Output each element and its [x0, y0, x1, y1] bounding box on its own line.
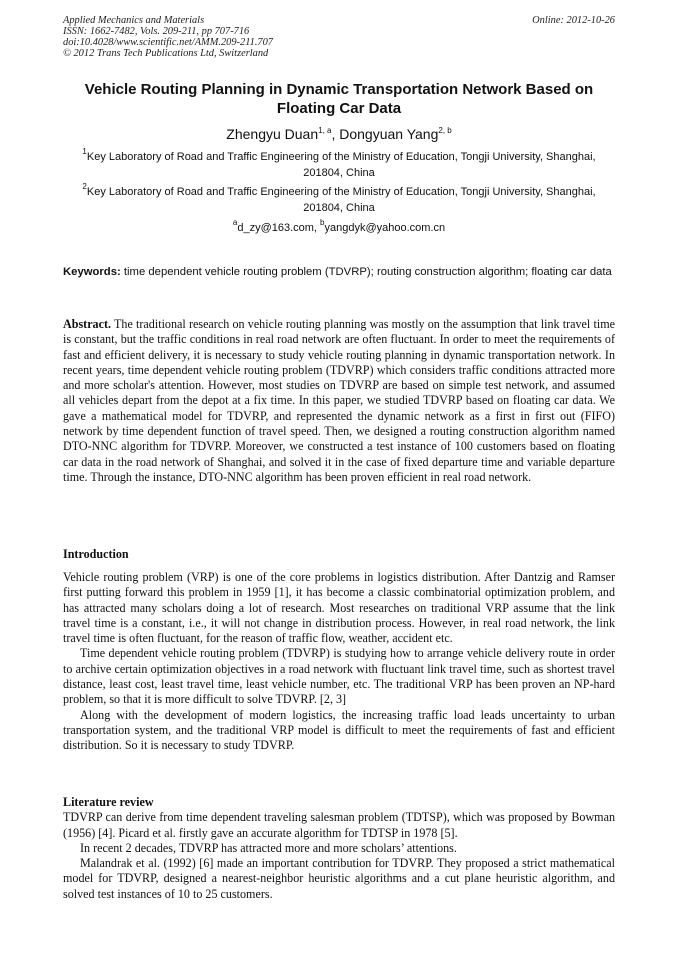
author-superscript: 1, a	[318, 126, 332, 135]
author-superscript: 2, b	[438, 126, 452, 135]
literature-review-body	[63, 795, 615, 902]
paper-title: Vehicle Routing Planning in Dynamic Transportation Network Based on Floating Car Data	[84, 81, 594, 117]
affiliation-text: Key Laboratory of Road and Traffic Engineering of the Ministry of Education, Tongji University, Shanghai, 201804, China	[86, 186, 596, 214]
email-link[interactable]: d_zy@163.com	[237, 222, 314, 234]
affiliation-superscript: 1	[82, 147, 87, 156]
email-link[interactable]: yangdyk@yahoo.com.cn	[324, 222, 446, 234]
introduction-body	[63, 570, 615, 754]
paragraph: Along with the development of modern logistics, the increasing traffic load leads uncertainty to urban transportation system, and the traditional VRP model is difficult to meet the requirements of fast and efficient distribution. So it is necessary to study TDVRP.	[63, 707, 615, 753]
affiliation-superscript: 2	[82, 182, 87, 191]
author-name: Dongyuan Yang	[339, 126, 439, 142]
running-header	[63, 15, 273, 59]
affiliation-text: Key Laboratory of Road and Traffic Engineering of the Ministry of Education, Tongji University, Shanghai, 201804, China	[86, 151, 596, 179]
abstract-block	[63, 317, 615, 485]
section-heading: Literature review	[63, 795, 154, 809]
doi-line[interactable]: doi:10.4028/www.scientific.net/AMM.209-211.707	[63, 37, 273, 48]
paragraph: TDVRP can derive from time dependent traveling salesman problem (TDTSP), which was proposed by Bowman (1956) [4]. Picard et al. firstly gave an accurate algorithm for TDTSP in 1978 [5].	[63, 810, 615, 840]
paragraph: Malandrak et al. (1992) [6] made an important contribution for TDVRP. They proposed a strict mathematical model for TDVRP, designed a nearest-neighbor heuristic algorithms and a cut plane heuristic algorithm, and solved test instances of 10 to 25 customers.	[63, 856, 615, 901]
email-superscript: b	[320, 218, 325, 227]
affiliation-2	[70, 184, 608, 216]
copyright-line: © 2012 Trans Tech Publications Ltd, Switzerland	[63, 48, 269, 59]
author-separator: ,	[331, 126, 340, 142]
author-emails	[63, 220, 615, 236]
author-name: Zhengyu Duan	[226, 126, 319, 142]
online-date: Online: 2012-10-26	[532, 15, 615, 26]
section-heading: Introduction	[63, 547, 129, 561]
keywords-label: Keywords:	[63, 266, 121, 278]
email-superscript: a	[232, 218, 238, 227]
keywords-block	[63, 264, 615, 280]
author-list	[63, 125, 615, 143]
paragraph: In recent 2 decades, TDVRP has attracted more and more scholars’ attentions.	[80, 840, 457, 855]
abstract-label: Abstract.	[63, 317, 112, 331]
paragraph: Vehicle routing problem (VRP) is one of the core problems in logistics distribution. After Dantzig and Ramser first putting forward this problem in 1959 [1], it has become a classic combinatorial optimization problem, and has attracted many scholars doing a lot of research. Most researches on traditional VRP assume that the link travel time is a constant, i.e., it will not change in distribution process. However, in real road network, the link travel time is often fluctuant, for the reason of traffic flow, weather, accident etc.	[63, 570, 615, 646]
issn-line: ISSN: 1662-7482, Vols. 209-211, pp 707-716	[63, 26, 250, 37]
email-separator: ,	[313, 222, 321, 234]
keywords-text: time dependent vehicle routing problem (TDVRP); routing construction algorithm; floating car data	[120, 266, 612, 278]
journal-name: Applied Mechanics and Materials	[63, 15, 205, 26]
paragraph: Time dependent vehicle routing problem (TDVRP) is studying how to arrange vehicle delivery route in order to archive certain optimization objectives in a road network with fluctuant link travel time, such as shortest travel distance, least cost, least travel time, least vehicle number, etc. The traditional VRP has been proven an NP-hard problem, so that it is more difficult to solve TDVRP. [2, 3]	[63, 646, 615, 707]
affiliation-1	[70, 149, 608, 181]
abstract-text: The traditional research on vehicle routing planning was mostly on the assumption that link travel time is constant, but the traffic conditions in real road network are often fluctuant. In order to meet the requirements of fast and efficient delivery, it is necessary to study vehicle routing planning in dynamic transportation network. In recent years, time dependent vehicle routing problem (TDVRP) which considers traffic conditions attracted more and more scholar's attention. However, most studies on TDVRP are based on simple test network, and assumed all vehicles depart from the depot at a fix time. In this paper, we studied TDVRP based on floating car data. We gave a mathematical model for TDVRP, and represented the dynamic network as a first in first out (FIFO) network by time dependent function of travel speed. Then, we designed a routing construction algorithm named DTO-NNC algorithm for TDVRP. Moreover, we constructed a test instance of 100 customers based on floating car data in the road network of Shanghai, and solved it in the case of fixed departure time and variable departure time. Through the instance, DTO-NNC algorithm has been proven efficient in real road network.	[63, 317, 615, 484]
